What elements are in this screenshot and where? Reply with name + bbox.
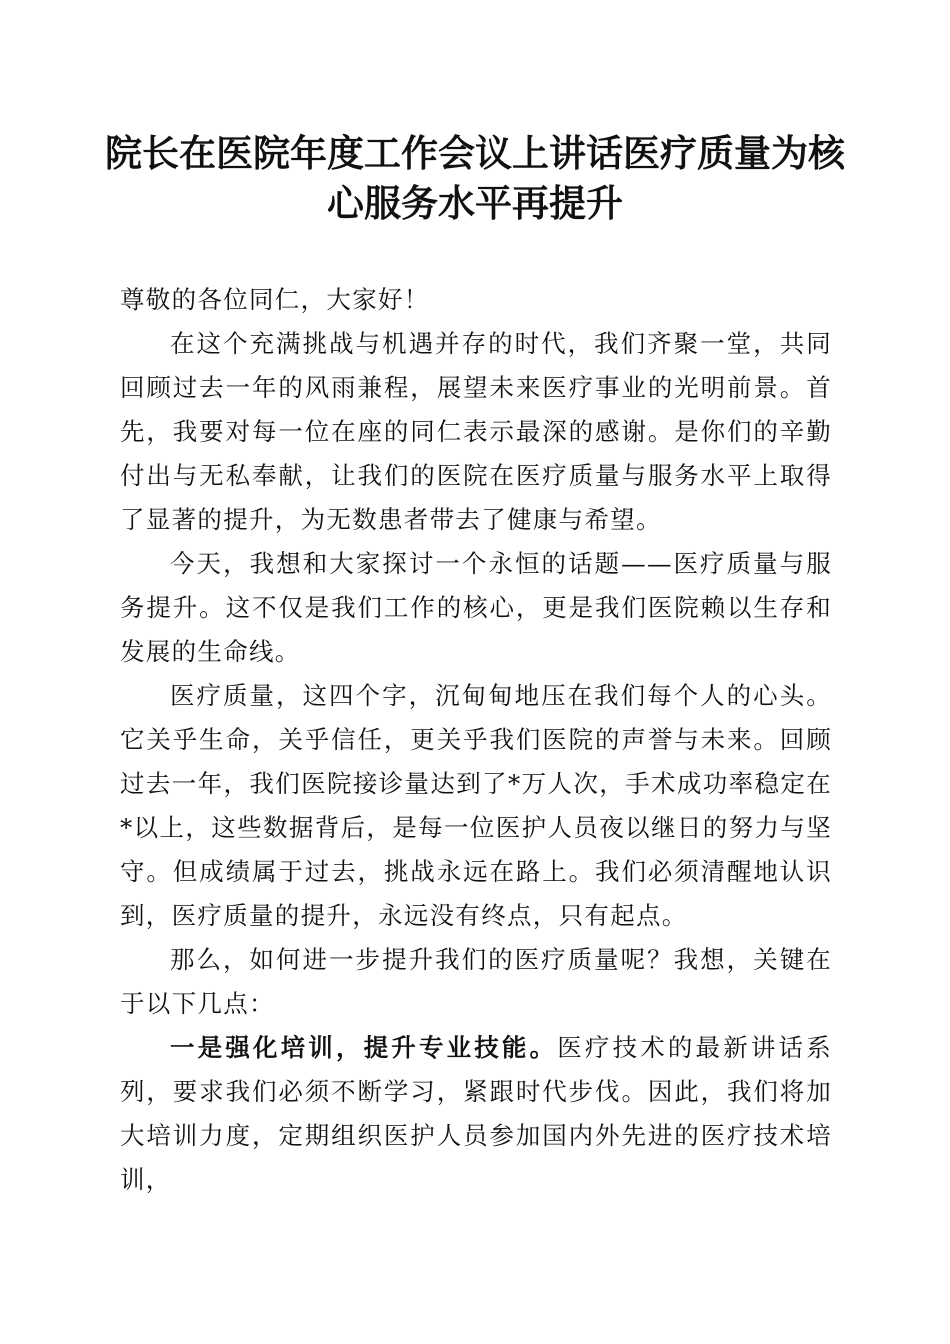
- document-body: [120, 278, 832, 1202]
- title-line-1: 院长在医院年度工作会议上讲话医疗质量为核: [105, 131, 845, 175]
- point-1-text: 医疗技术的最新讲话系列，要求我们必须不断学习，紧跟时代步伐。因此，我们将加大培训力度，定期组织医护人员参加国内外先进的医疗技术培训，: [120, 1033, 832, 1194]
- paragraph-2: 今天，我想和大家探讨一个永恒的话题——医疗质量与服务提升。这不仅是我们工作的核心，更是我们医院赖以生存和发展的生命线。: [120, 549, 832, 666]
- paragraph-1: 在这个充满挑战与机遇并存的时代，我们齐聚一堂，共同回顾过去一年的风雨兼程，展望未来医疗事业的光明前景。首先，我要对每一位在座的同仁表示最深的感谢。是你们的辛勤付出与无私奉献，让我们的医院在医疗质量与服务水平上取得了显著的提升，为无数患者带去了健康与希望。: [120, 329, 832, 534]
- point-1-lead: 一是强化培训，提升专业技能。: [170, 1033, 558, 1062]
- paragraph-3: 医疗质量，这四个字，沉甸甸地压在我们每个人的心头。它关乎生命，关乎信任，更关乎我们医院的声誉与未来。回顾过去一年，我们医院接诊量达到了*万人次，手术成功率稳定在*以上，这些数据背后，是每一位医护人员夜以继日的努力与坚守。但成绩属于过去，挑战永远在路上。我们必须清醒地认识到，医疗质量的提升，永远没有终点，只有起点。: [120, 681, 832, 930]
- document-title: [100, 128, 850, 228]
- title-line-2: 心服务水平再提升: [327, 181, 623, 225]
- paragraph-4: 那么，如何进一步提升我们的医疗质量呢？我想，关键在于以下几点：: [120, 945, 832, 1018]
- paragraph-5: [120, 1026, 832, 1202]
- greeting: 尊敬的各位同仁，大家好！: [120, 285, 430, 314]
